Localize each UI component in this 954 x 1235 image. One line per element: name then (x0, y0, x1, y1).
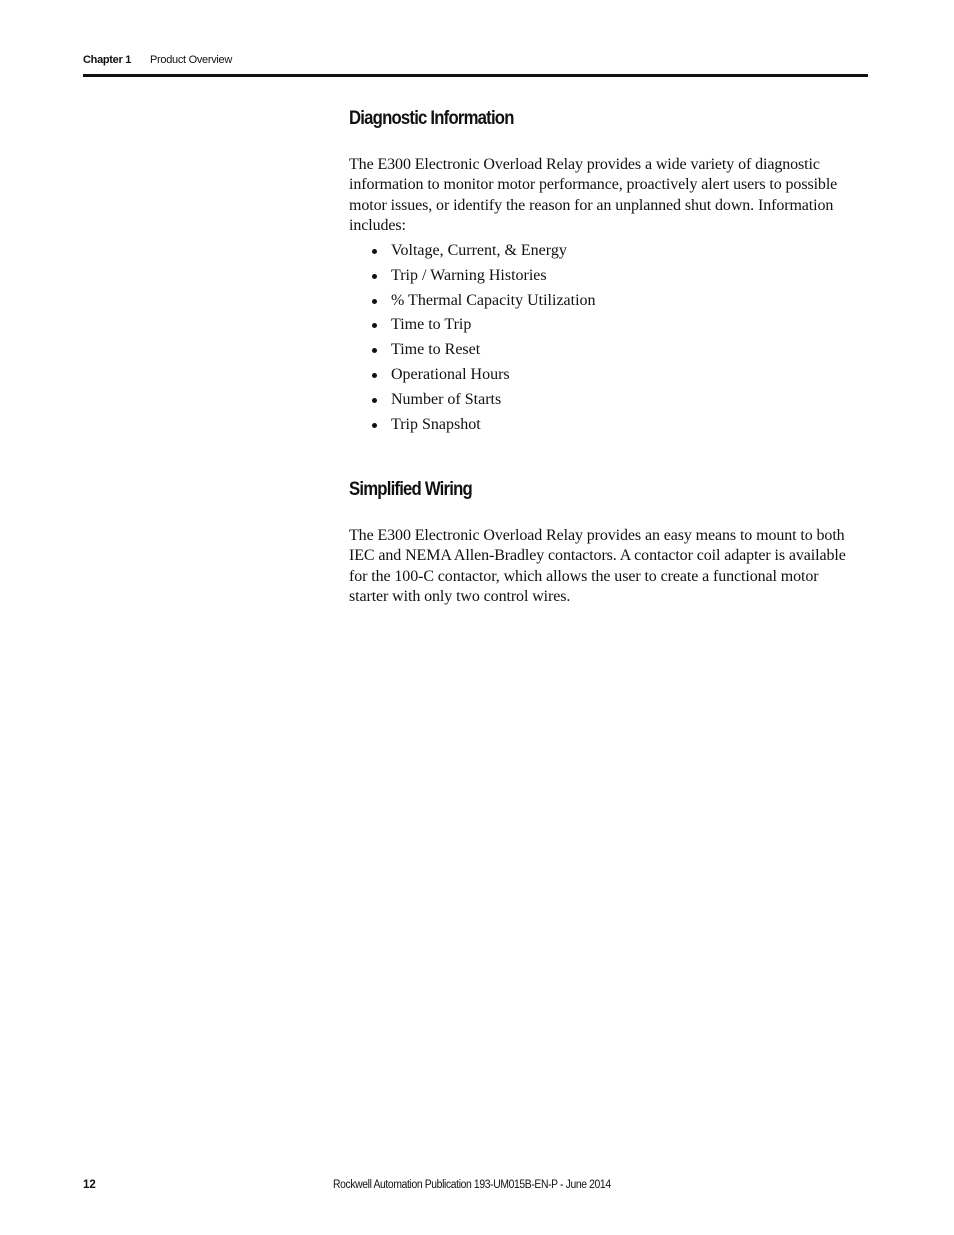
list-item-text: % Thermal Capacity Utilization (391, 291, 596, 309)
bullet-icon (372, 323, 377, 328)
chapter-label: Chapter 1 (83, 54, 132, 66)
bullet-icon (372, 348, 377, 353)
list-item (349, 241, 596, 266)
bullet-icon (372, 299, 377, 304)
bullet-icon (372, 423, 377, 428)
page-number: 12 (83, 1179, 96, 1191)
list-item (349, 266, 596, 291)
running-header (83, 53, 868, 67)
bullet-icon (372, 373, 377, 378)
list-item (349, 340, 596, 365)
bullet-icon (372, 274, 377, 279)
list-item (349, 390, 596, 415)
header-rule (83, 74, 868, 77)
list-item-text: Time to Reset (391, 341, 481, 359)
diagnostic-intro: The E300 Electronic Overload Relay provides a wide variety of diagnostic information to monitor motor performance, proactively alert users to possible motor issues, or identify the reason for an unplanned shut down. Information includes: (349, 156, 838, 234)
list-item-text: Trip / Warning Histories (391, 266, 547, 284)
publication-info: Rockwell Automation Publication 193-UM015B-EN-P - June 2014 (333, 1179, 611, 1191)
list-item (349, 291, 596, 316)
diagnostic-list (349, 241, 596, 439)
list-item-text: Voltage, Current, & Energy (391, 242, 567, 259)
list-item-text: Time to Trip (391, 316, 472, 334)
list-item-text: Operational Hours (391, 365, 510, 383)
list-item (349, 415, 596, 440)
bullet-icon (372, 398, 377, 403)
wiring-body: The E300 Electronic Overload Relay provides an easy means to mount to both IEC and NEMA Allen-Bradley contactors. A contactor coil adapter is available for the 100-C contactor, which allows the user to create a functional motor starter with only two control wires. (349, 527, 846, 605)
list-item-text: Trip Snapshot (391, 415, 481, 433)
list-item-text: Number of Starts (391, 390, 502, 408)
diagnostic-heading: Diagnostic Information (349, 108, 514, 129)
bullet-icon (372, 249, 377, 254)
list-item (349, 315, 596, 340)
section-label: Product Overview (150, 54, 233, 66)
wiring-heading: Simplified Wiring (349, 479, 472, 500)
list-item (349, 365, 596, 390)
